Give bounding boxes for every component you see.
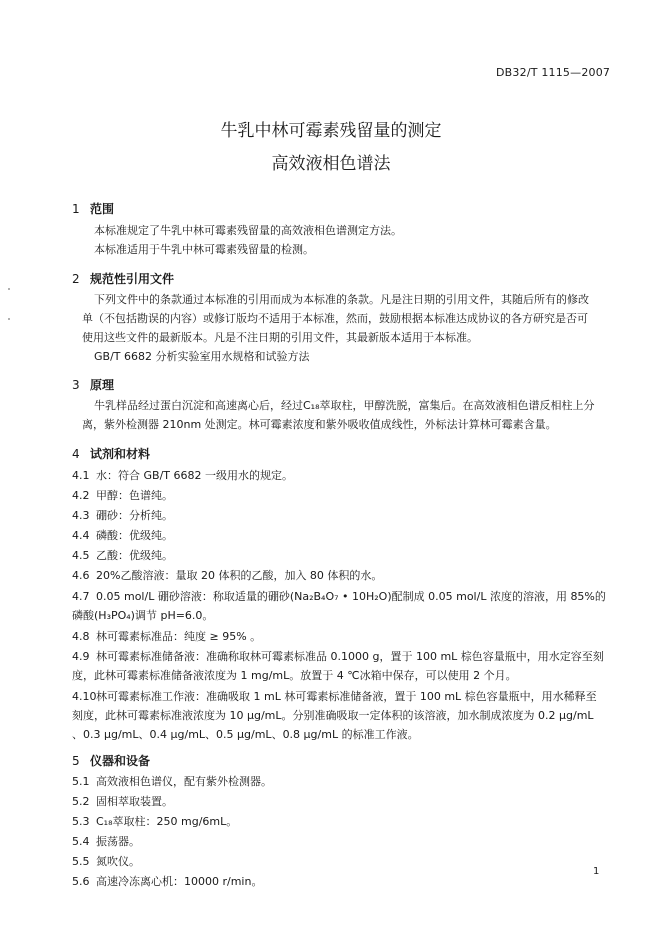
section-heading-reagents	[72, 445, 150, 462]
list-item: 4.5 乙酸：优级纯。	[72, 549, 173, 562]
list-item: 4.4 磷酸：优级纯。	[72, 529, 173, 542]
section-title: 规范性引用文件	[90, 272, 175, 286]
section-title: 原理	[90, 378, 115, 392]
list-item: 5.3 C₁₈萃取柱：250 mg/6mL。	[72, 815, 238, 828]
list-item: 4.3 硼砂：分析纯。	[72, 509, 173, 522]
section-number: 2	[72, 272, 80, 286]
list-item: 5.6 高速冷冻离心机：10000 r/min。	[72, 875, 263, 888]
section-heading-apparatus	[72, 752, 150, 769]
scan-artifact	[8, 318, 10, 320]
paragraph: 牛乳样品经过蛋白沉淀和高速离心后，经过C₁₈萃取柱，甲醇洗脱，富集后。在高效液相色谱反相柱上分离，紫外检测器 210nm 处测定。林可霉素浓度和紫外吸收值成线性，外标法计算林可霉素含量。	[82, 399, 595, 431]
section-title: 试剂和材料	[90, 447, 151, 461]
list-item: 5.1 高效液相色谱仪，配有紫外检测器。	[72, 775, 272, 788]
section-heading-normative-references	[72, 270, 174, 287]
list-item: 4.2 甲醇：色谱纯。	[72, 489, 173, 502]
section-heading-principle	[72, 376, 114, 393]
standard-code: DB32/T 1115—2007	[496, 66, 611, 79]
referenced-standard: GB/T 6682 分析实验室用水规格和试验方法	[94, 350, 310, 363]
section-title: 仪器和设备	[90, 754, 151, 768]
list-item: 4.8 林可霉素标准品：纯度 ≥ 95% 。	[72, 630, 262, 643]
section-number: 3	[72, 378, 80, 392]
list-item: 4.1 水：符合 GB/T 6682 一级用水的规定。	[72, 469, 293, 482]
paragraph: 本标准规定了牛乳中林可霉素残留量的高效液相色谱测定方法。	[94, 224, 402, 237]
document-title: 牛乳中林可霉素残留量的测定	[220, 121, 442, 141]
paragraph: 本标准适用于牛乳中林可霉素残留量的检测。	[94, 243, 314, 256]
section-number: 4	[72, 447, 80, 461]
paragraph: 下列文件中的条款通过本标准的引用而成为本标准的条款。凡是注日期的引用文件，其随后所有的修改单（不包括勘误的内容）或修订版均不适用于本标准，然而，鼓励根据本标准达成协议的各方研究是否可使用这些文件的最新版本。凡是不注日期的引用文件，其最新版本适用于本标准。	[82, 293, 589, 344]
list-item: 4.10林可霉素标准工作液：准确吸取 1 mL 林可霉素标准储备液，置于 100 mL 棕色容量瓶中，用水稀释至刻度，此林可霉素标准液浓度为 10 µg/mL。分别准确吸取一定体积的该溶液，加水制成浓度为 0.2 µg/mL 、0.3 µg/mL、0.4 µg/mL、0.5 µg/mL、0.8 µg/mL 的标准工作液。	[72, 690, 597, 741]
list-item: 5.5 氮吹仪。	[72, 855, 140, 868]
list-item: 4.7 0.05 mol/L 硼砂溶液：称取适量的硼砂(Na₂B₄O₇ • 10H₂O)配制成 0.05 mol/L 浓度的溶液，用 85%的磷酸(H₃PO₄)调节 pH=6.0。	[72, 590, 606, 622]
list-item: 4.6 20%乙酸溶液：量取 20 体积的乙酸，加入 80 体积的水。	[72, 569, 383, 582]
document-subtitle: 高效液相色谱法	[271, 154, 391, 174]
section-number: 1	[72, 202, 80, 216]
section-title: 范围	[90, 202, 115, 216]
scan-artifact	[8, 288, 10, 290]
list-item: 4.9 林可霉素标准储备液：准确称取林可霉素标准品 0.1000 g，置于 100 mL 棕色容量瓶中，用水定容至刻度，此林可霉素标准储备液浓度为 1 mg/mL。放置于 4 ℃冰箱中保存，可以使用 2 个月。	[72, 650, 604, 682]
section-number: 5	[72, 754, 80, 768]
list-item: 5.4 振荡器。	[72, 835, 140, 848]
list-item: 5.2 固相萃取装置。	[72, 795, 173, 808]
page-number: 1	[593, 866, 600, 877]
section-heading-scope	[72, 200, 114, 217]
